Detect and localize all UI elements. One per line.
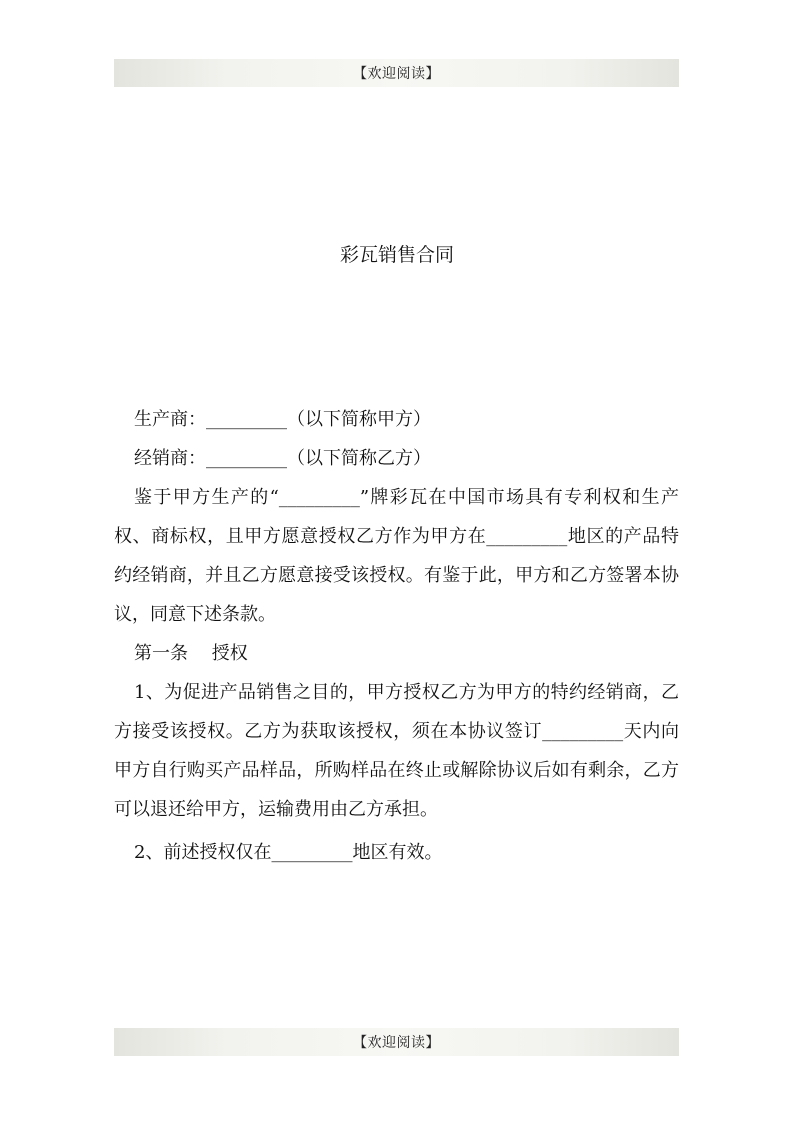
dealer-line: 经销商：_________（以下简称乙方）: [134, 448, 431, 469]
preamble-paragraph: 鉴于甲方生产的“_________”牌彩瓦在中国市场具有专利权和生产权、商标权，且甲方愿意授权乙方作为甲方在_________地区的产品特约经销商，并且乙方愿意接受该授权。有鉴于此，甲方和乙方签署本协议，同意下述条款。: [114, 487, 679, 625]
footer-label: 【欢迎阅读】: [353, 1035, 440, 1051]
clause-2-paragraph: 2、前述授权仅在_________地区有效。: [134, 842, 443, 863]
header-banner: [114, 59, 679, 87]
clause-1-paragraph: 1、为促进产品销售之目的，甲方授权乙方为甲方的特约经销商，乙方接受该授权。乙方为获取该授权，须在本协议签订_________天内向甲方自行购买产品样品，所购样品在终止或解除协议后如有剩余，乙方可以退还给甲方，运输费用由乙方承担。: [114, 682, 679, 820]
footer-banner: [114, 1028, 679, 1056]
document-body: [114, 400, 679, 872]
header-label: 【欢迎阅读】: [353, 66, 440, 82]
article-1-heading: 第一条 授权: [134, 643, 248, 664]
manufacturer-line: 生产商：_________（以下简称甲方）: [134, 409, 431, 430]
document-title: 彩瓦销售合同: [339, 244, 454, 266]
